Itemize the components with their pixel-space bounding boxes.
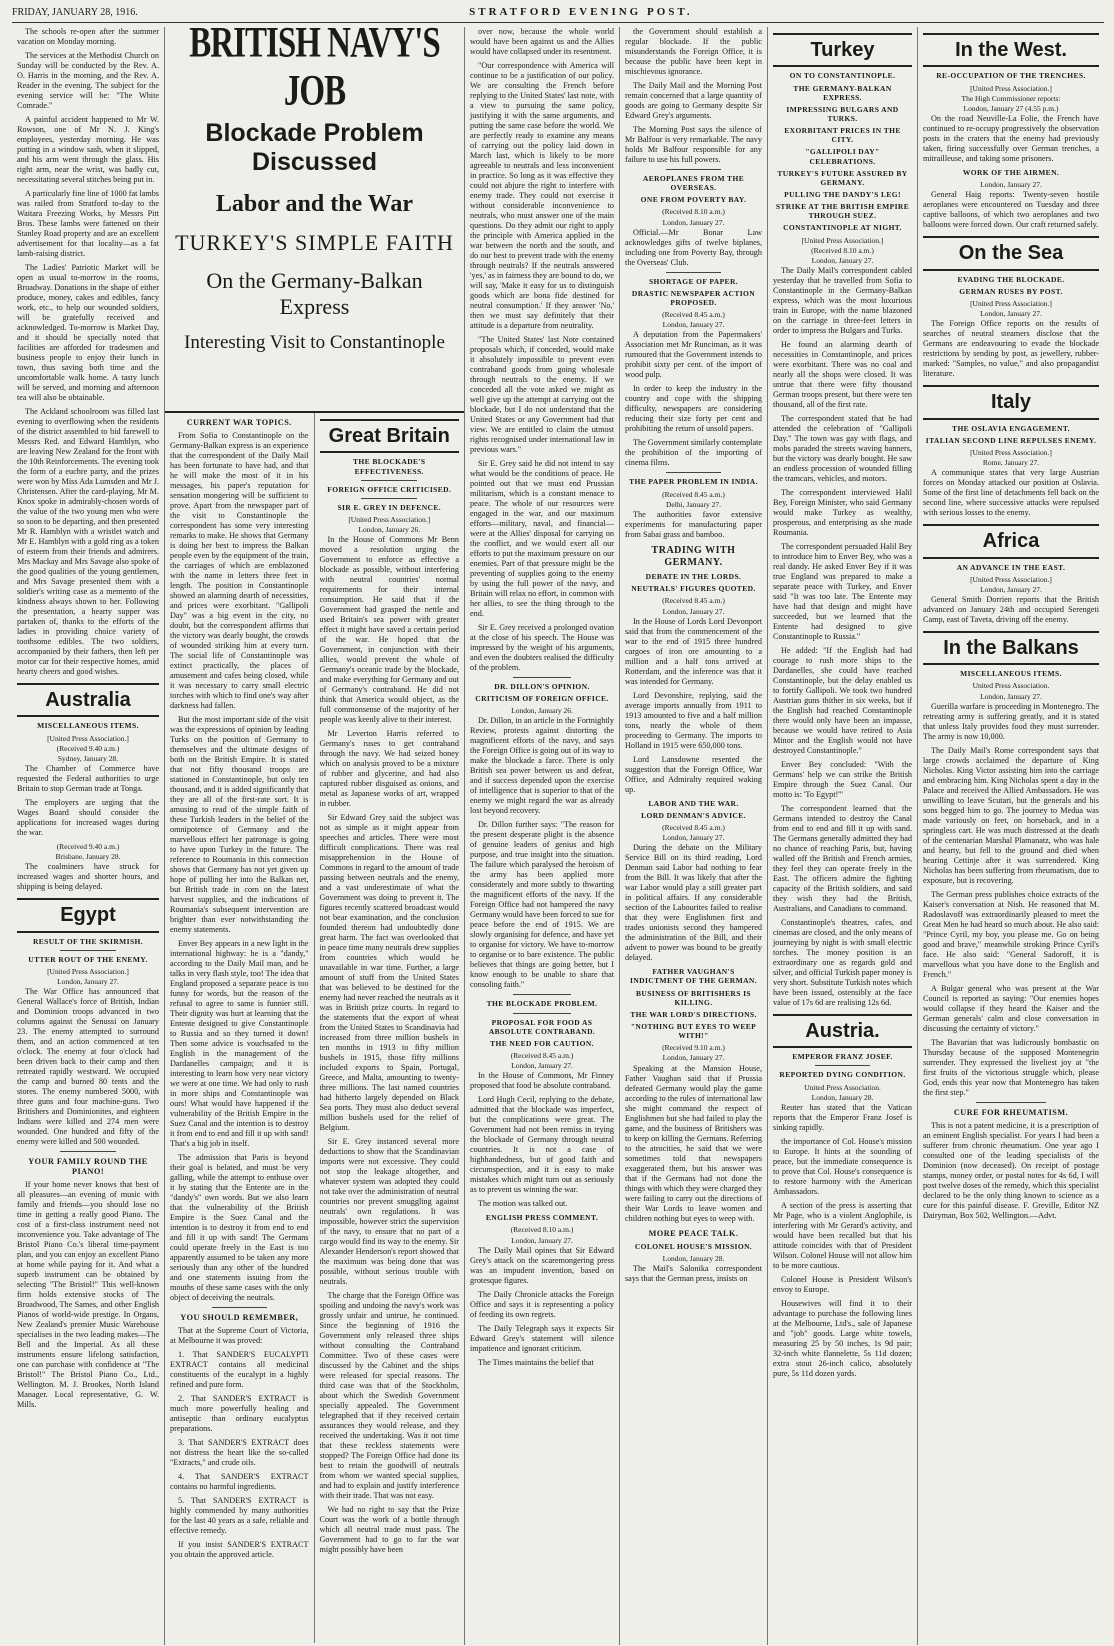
subheading: NEUTRALS' FIGURES QUOTED. (631, 584, 756, 594)
paragraph: The Daily Telegraph says it expects Sir Edward Grey's statement will silence impatience and ignorant criticism. (470, 1323, 614, 1353)
paragraph: Guerilla warfare is proceeding in Montenegro. The retreating army is suffering greatly, and it is stated that unless Italy provides food they must surrender. The army is now 10,000. (923, 701, 1099, 741)
advert-text: 3. That SANDER'S EXTRACT does not distress the heart like the so-called "Extracts," and crude oils. (170, 1438, 309, 1467)
subheading: "NOTHING BUT EYES TO WEEP WITH!" (630, 1022, 757, 1041)
paragraph: The admission that Paris is beyond their goal is belated, and must be very galling, while the attempt to enthuse over it by stating that the Entente are in the "dandy's" own words. But we also learn that the vulnerability of the British Empire is the Suez Canal and the intention is to destroy it from end to end and fill it up with sand! The Germans could operate freely in the East is too apparently assumed to be taken any more seriously than any other of the hundred and one statements issuing from the mouths of these same cases with the only object of deceiving the neutrals. (170, 1153, 309, 1302)
paragraph: The War Office has announced that General Wallace's force of British, Indian and Dominion troops advanced in two columns against the Senussi on January 23. The enemy attempted to surround them, and an action commenced at ten o'clock. The enemy at four o'clock had been driven back to their camp and then retreated rapidly westward. We occupied the camp and burned 80 tents and the stores. The enemy numbered 5000, with three guns and four machine-guns. Two Britishers and Dominionites, and eighteen Indians were killed and 274 men were wounded. One hundred and fifty of the enemy were killed and 500 wounded. (17, 987, 159, 1147)
dateline: Rome, January 27. (982, 458, 1040, 467)
agency-line: [United Press Association.] (970, 447, 1052, 457)
dateline: London, January 27. (662, 606, 725, 616)
received-line: (Received 8.10 a.m.) (662, 207, 725, 217)
advert-text: Housewives will find it to their advantage to purchase the following lines at the Melbourne, Ltd's., sale of Japanese and "job" goods. Large white towels, measuring 25 by 50 inches, 1s 9d pair; 32-inch white flannelette, 5s 11d dozen; extra stout 26-inch calico, absolutely pure, 5s 11d dozen yards. (773, 1298, 912, 1378)
paragraph: The authorities favor extensive experiments for manufacturing paper from Sabai grass and bamboo. (625, 509, 762, 539)
divider (212, 1307, 267, 1308)
subheading: EVADING THE BLOCKADE. (957, 274, 1065, 284)
column-2 (165, 413, 315, 1643)
subheading: THE BLOCKADE'S EFFECTIVENESS. (353, 457, 426, 476)
subheading: REPORTED DYING CONDITION. (779, 1070, 906, 1080)
paragraph: Official.—Mr Bonar Law acknowledges gifts of twelve biplanes, including one from Poverty Bay, through the Overseas' Club. (625, 227, 762, 267)
section-heading-great-britain: Great Britain (320, 419, 460, 453)
dateline: London, January 28. (811, 1092, 874, 1102)
headline-stack (165, 19, 464, 413)
subheading: UTTER ROUT OF THE ENEMY. (28, 954, 148, 964)
subheading: EXORBITANT PRICES IN THE CITY. (784, 126, 901, 145)
paragraph: The coalminers have struck for increased wages and shorter hours, and shipping is being delayed. (17, 862, 159, 892)
section-heading-italy: Italy (923, 385, 1099, 419)
subheading: PULLING THE DANDY'S LEG! (784, 189, 901, 199)
subheading: THE NEED FOR CAUTION. (490, 1038, 594, 1048)
paragraph: He found an alarming dearth of necessities in Constantinople, and prices were exorbitant. There was no coal and nearly all the shops were closed. It was untrue that there were fifty thousand German troops present, but there were ten thousand, all of the first rate. (773, 339, 912, 409)
advert-heading: CURE FOR RHEUMATISM. (953, 1107, 1069, 1117)
headline-express: On the Germany-Balkan Express (206, 268, 423, 319)
dateline: London, January 27. (57, 977, 119, 987)
paragraph: From Sofia to Constantinople on the Germany-Balkan express is an experience that the correspondent of the Daily Mail has been fortunate to have had, and that he will make the most of it in his messages, his paper's reputation for sensation mongering will be sufficient to prove. Apart from the newspaper part of the visit to Constantinople the correspondent has some very interesting remarks to make. He shows that Germany is doing her best to impress the Balkan people even by the equipment of the train, the carriages of which are emblazoned with the name in letters three feet in length. The position in Constantinople showed an alarming dearth of necessities, and prices were exorbitant. "Gallipoli Day" was a big event in the city, no doubt, but the correspondent affirms that the victory was dearly bought, the crowds of wounded striking him at every turn. The social life of Constantinople was extinct practically, the places of amusement and cafes being closed, while it was necessary to carry small electric torches with which to find one's way after darkness had fallen. (170, 431, 309, 710)
subheading: BUSINESS OF BRITISHERS IS KILLING. (636, 988, 751, 1007)
received-line: (Received 9.40 a.m.) (56, 743, 120, 753)
subheading: SHORTAGE OF PAPER. (648, 276, 739, 286)
paragraph: The correspondent stated that he had attended the celebration of "Gallipoli Day." The town was gay with flags, and mobs paraded the streets waving banners, but the victory was dearly bought. He saw an endless procession of wounded filling the tramcars, vehicles, and motors. (773, 413, 912, 483)
paragraph: But the most important side of the visit was the expressions of opinion by leading Turks on the position of Germany to themselves and the ultimate designs of both on the British Empire. It is stated that not fifty thousand troops are stationed in Constantinople, but only ten thousand, and it is added significantly that they are all of the first-rate sort. It is amusing to read of the simple faith of these Turkish leaders in the belief of the omnipotence of Germany and the marvellous effect her patronage is going to have upon Turkey in the future. The reference to Roumania in this connection shows that Germany has not yet given up hope of pulling her into the Balkan net, but British trade in corn on the latest harvest supplies, and the indications of Roumania's subsequent intervention are brighter than ever notwithstanding the enemy statements. (170, 715, 309, 934)
advert-heading: YOUR FAMILY ROUND THE PIANO! (28, 1157, 148, 1177)
subheading: LORD DENMAN'S ADVICE. (641, 810, 746, 820)
headline-labor: Labor and the War (215, 191, 414, 217)
paragraph: He added: "If the English had had courage to rush more ships to the Dardanelles, she could have reached Constantinople, but the delay enabled us to fortify Gallipoli. We took two hundred Austrian guns thither in six weeks, but if the English had reached Constantinople there would only have been an impasse, because we would have retired to Asia Minor and the English would not have destroyed Constantinople." (773, 645, 912, 755)
advert-text: 2. That SANDER'S EXTRACT is much more powerfully healing and antiseptic than ordinary eucalyptus preparations. (170, 1394, 309, 1433)
headline-visit: Interesting Visit to Constantinople (184, 332, 445, 353)
paragraph: Reuter has stated that the Vatican reports that the Emperor Franz Josef is sinking rapidly. (773, 1102, 912, 1132)
divider (666, 272, 721, 273)
received-line: (Received 8.45 a.m.) (662, 596, 725, 606)
section-heading-austria: Austria. (773, 1014, 912, 1048)
dateline: London, January 27. (980, 584, 1042, 594)
paragraph: Sir E. Grey received a prolonged ovation at the close of his speech. The House was impressed by the weight of his arguments, and even the doubters realised the difficulty of the problem. (470, 623, 614, 672)
divider (513, 677, 571, 678)
paragraph: We had no right to say that the Prize Court was the work of a bottle through which all neutral trade must pass. The Government had to go to far the war might possibly have been (319, 1505, 459, 1555)
column-6 (768, 27, 918, 1645)
paragraph: The correspondent interviewed Halil Bey, Foreign Minister, who said Germany would make Turkey as wealthy, prosperous, and enterprising as she made Roumania. (773, 487, 912, 537)
dateline: Brisbane, January 28. (55, 852, 121, 862)
paragraph: Lord Lansdowne resented the suggestion that the Foreign Office, War Office, and Admiralty required waking up. (625, 754, 762, 794)
received-line: (Received 8.45 a.m.) (662, 823, 725, 833)
subheading: EMPEROR FRANZ JOSEF. (792, 1052, 893, 1062)
received-line: (Received 8.45 a.m.) (510, 1050, 574, 1060)
headline-main: BRITISH NAVY'S JOB (189, 19, 440, 115)
agency-line: [United Press Association.] (970, 83, 1052, 93)
paragraph: the Government should establish a regular blockade. If the public misunderstands the Foreign Office, it is because the public have been kept in mischievous ignorance. (625, 27, 762, 76)
paragraph: "The United States' last Note contained proposals which, if conceded, would make it absolutely impossible to prevent even contraband goods from going wholesale through neutrals to the enemy. If we conceded all the vote asked we might as well give up the attempt at carrying out the blockade, but I do not understand that the United States or any Government had that view. We are entitled to claim the utmost rights recognised under international law in previous wars." (470, 335, 614, 454)
advert-text: 4. That SANDER'S EXTRACT contains no harmful ingredients. (170, 1472, 309, 1491)
paragraph: The Daily Mail's correspondent cabled yesterday that he travelled from Sofia to Constantinople in the Germany-Balkan express, which was the most luxurious train in Europe, with the name blazoned on the carriage in three-feet letters in order to impress the Bulgars and Turks. (773, 265, 912, 335)
section-heading-turkey: Turkey (773, 33, 912, 67)
subheading: ONE FROM POVERTY BAY. (640, 195, 747, 205)
paragraph: General Smith Dorrien reports that the British advanced on January 24th and occupied Serengeti Camp, east of Taveta, driving off the enemy. (923, 594, 1099, 624)
agency-line: [United Press Association.] (47, 966, 129, 976)
headline-blockade: Blockade Problem Discussed (205, 119, 424, 176)
column-4 (465, 27, 620, 1645)
paragraph: The correspondent learned that the Germans intended to destroy the Canal from end to end and fill it up with sand. The Germans generally admitted they had no chance of reaching Paris, but, having walled off the British and French armies, they feel they can operate freely in the East. The officers admire the fighting capacity of the British soldiers, and said they wish they had the British, Australians, and Canadians to command. (773, 803, 912, 913)
subheading: ITALIAN SECOND LINE REPULSES ENEMY. (925, 435, 1097, 445)
subheading: THE GERMANY-BALKAN EXPRESS. (793, 83, 892, 102)
paragraph: A communique states that very large Austrian forces on Monday attacked our position at Oslavia. Some of the first line of detachments fell back on the second line, where successive attacks were repulsed with serious losses to the enemy. (923, 468, 1099, 518)
masthead-date: FRIDAY, JANUARY 28, 1916. (12, 7, 138, 18)
paragraph: The motion was talked out. (478, 1199, 568, 1209)
subheading: THE OSLAVIA ENGAGEMENT. (952, 423, 1070, 433)
column-5 (620, 27, 768, 1645)
paragraph: The Government similarly contemplate the prohibition of the importing of cinema films. (625, 438, 762, 468)
paragraph: Mr Leverton Harris referred to Germany's ruses to get contraband through the navy. We had seized honey which on analysis proved to be a mixture of rubber and glycerine, and had also captured rubber disguised as onions, and metal as Japanese works of art, wrapped in rubber. (319, 729, 459, 809)
section-heading-australia: Australia (17, 683, 159, 717)
advert-text: 5. That SANDER'S EXTRACT is highly commended by many authorities for the last 40 years as a safe, reliable and effective remedy. (170, 1496, 309, 1535)
advert-text: If you insist SANDER'S EXTRACT you obtain the approved article. (170, 1540, 309, 1559)
paragraph: The Daily Mail opines that Sir Edward Grey's attack on the scaremongering press was an impudent invention, based on grotesque figures. (470, 1245, 614, 1285)
split-columns (165, 413, 464, 1643)
paragraph: over now, because the whole world would have been against us and the Allies would have collapsed under its resentment. (470, 27, 614, 56)
columns (12, 19, 1104, 1645)
section-heading-egypt: Egypt (17, 898, 159, 932)
paragraph: The German press publishes choice extracts of the Kaiser's conversation at Nish. He reasoned that M. Radoslavoff was extraordinarily pleased to meet the Great Men he had heard so much about. He also said: "Prince Cyril, my boy, you please me. Go on being good and brave," meanwhile stroking Prince Cyril's face. He also said: "General Sadoroff, it is marvellous what you have done to the English and French." (923, 889, 1099, 979)
agency-line: [United Press Association.] (801, 235, 884, 245)
paragraph: In the House of Commons Mr Benn moved a resolution urging the Government to enforce as effective a blockade as possible, without interfering with neutral countries' normal requirements for their internal consumption. He said that if the Government had grasped the nettle and used Britain's sea power with greater effect it might have saved a certain period of the war. He hoped that the Government, in conjunction with their allies, would prevent the whole of Germany's oceanic trade by the blockade, and make everything for Germany and out of Germany's contraband. He did not think that America would object, as the full commonsense of the majority of her people was keenly alive to their interest. (319, 535, 459, 725)
received-line: (Received 8.45 a.m.) (662, 489, 725, 499)
paragraph: The Times maintains the belief that (478, 1357, 594, 1367)
divider (513, 1013, 571, 1014)
agency-line: [United Press Association.] (47, 733, 129, 743)
divider (361, 480, 417, 481)
agency-line: [United Press Association.] (970, 574, 1052, 584)
subheading: THE PAPER PROBLEM IN INDIA. (629, 477, 758, 487)
subheading: CONSTANTINOPLE AT NIGHT. (783, 223, 902, 233)
received-line: (Received 8.45 a.m.) (662, 310, 725, 320)
advert-heading: YOU SHOULD REMEMBER, (180, 1313, 299, 1322)
paragraph: General Haig reports: Twenty-seven hostile aeroplanes were encountered on Tuesday and three captive balloons, of which two aeroplanes and two balloons were forced down. Our craft returned safely. (923, 190, 1099, 230)
paragraph: The Mail's Salonika correspondent says that the German press, insists on (625, 1263, 762, 1283)
column-7 (918, 27, 1104, 1645)
subheading: WORK OF THE AIRMEN. (962, 167, 1060, 177)
paragraph: During the debate on the Military Service Bill on its third reading, Lord Denman said Labor had nothing to fear from the Bill. It was likely that after the war Labor would play a still greater part in political affairs. If any considerable section of the Labourites failed to realise that they were Englishmen first and trades unionists second they hampered the administration of the Bill, and their advent to power was bound to be greatly delayed. (625, 843, 762, 963)
received-line: (Received 9.10 a.m.) (662, 1043, 725, 1053)
subheading: CRITICISM OF FOREIGN OFFICE. (475, 694, 609, 704)
paragraph: The Daily Mail's Rome correspondent says that large crowds acclaimed the departure of King Nicholas. King Victor assisting him into the carriage and embracing him. King Nicholas spent a day in the Palace and received the Allied Ambassadors. He was unwilling to leave Scutari, but the generals and his sons begged him to go. The journey to Medua was made variously on feet, on horseback, and in a springless cart. He was much distressed at the death of the centenarian Marshal Plamanatz, who was hale and hearty, but fell to the ground and died when hearing Cettinje after it was surrendered. King Nicholas has been suffering from rheumatism, due to exposure, but is recovering. (923, 745, 1099, 885)
article-heading: MORE PEACE TALK. (648, 1228, 739, 1238)
paragraph: In order to keep the industry in the country and cope with the shipping difficulty, newspapers are considering reducing their size forty per cent and prohibiting the return of unsold papers. (625, 384, 762, 434)
paragraph: The Ladies' Patriotic Market will be open as usual to-morrow in the rooms, Broadway. Donations in the shape of either produce, money, cakes and edibles, fancy work, etc., to help our wounded soldiers, will be gratefully received and acknowledged. To-morrow is Market Day, and it should be specially noted that facilities are afforded for tradesmen and business people to enjoy their lunch in town, thus saving both time and the uncomfortable walk home. A tasty lunch will be served, and morning and afternoon tea will also be obtainable. (17, 263, 159, 402)
paragraph: Lord Hugh Cecil, replying to the debate, admitted that the blockade was imperfect, but the complications were great. The Government had not been remiss in trying the blockade of Germany through neutral countries. It is not a case of highhandedness, but of good faith and circumspection, and it is easy to make mistakes which might turn out as seriously as to prevent us winning the war. (470, 1095, 614, 1195)
received-line: (Received 8.10 a.m.) (510, 1225, 574, 1235)
subheading: LABOR AND THE WAR. (648, 798, 739, 808)
paragraph: In the House of Lords Lord Devonport said that from the commencement of the war to the end of 1915 three hundred cargoes of iron ore amounting to a million and a half tons arrived at Rotterdam, and the inference was that it was intended for Germany. (625, 616, 762, 686)
subheading: MISCELLANEOUS ITEMS. (37, 721, 139, 731)
masthead-paper-name: STRATFORD EVENING POST. (469, 6, 693, 18)
paragraph: The Morning Post says the silence of Mr Balfour is very remarkable. The navy holds Mr Balfour responsible for any failure to use his full powers. (625, 125, 762, 164)
paragraph: A section of the press is asserting that Mr Page, who is a violent Anglophile, is interfering with Mr Gerard's activity, and would have been recalled but that his attitude coincides with that of President Wilson. Colonel House will not allow him to be more cautious. (773, 1200, 912, 1270)
advert-text: This is not a patent medicine, it is a prescription of an eminent English specialist. For years I had been a sufferer from chronic rheumatism. One year ago I consulted one of the leading specialists of the Dominion (now deceased). On receipt of postage stamps, money order, or postal notes for 4s 6d, I will post twelve doses of the remedy, which this specialist declared to be the only thing known to science as a cure for this painful disease. F. Greville, Editor NZ Dairyman, Box 502, Wellington.—Advt. (923, 1120, 1099, 1220)
section-heading-balkans: In the Balkans (923, 631, 1099, 665)
dateline: London, January 27. (511, 1061, 573, 1071)
paragraph: Dr. Dillon, in an article in the Fortnightly Review, protests against distorting the magnificent efforts of the navy, and says the Foreign Office is going out of its way to make the blockade a farce. There is only British sea power between us and defeat, and if success depended upon the exercise of intelligence that is superior to that of the enemy we might regard the war as already lost beyond recovery. (470, 716, 614, 816)
paragraph: The charge that the Foreign Office was spoiling and undoing the navy's work was grossly unfair and untrue, he continued. Since the beginning of 1916 the Government only released three ships without consulting the Contraband Committee. Two of these cases were discussed by the Cabinet and the ships were released for special reasons. The third case was that of the Stockholm, about which the Swedish Government specially appealed. The Government telegraphed that if they received certain assurances they would release, and they received the undertaking. Was it not time that these reckless statements were stopped? The Foreign Office had done its best to retain the goodwill of neutrals from whom we wanted special supplies, and had to explain and justify interference with their trade. That was not easy. (319, 1291, 459, 1501)
received-line: (Received 9.40 a.m.) (56, 841, 120, 851)
agency-line: United Press Association. (804, 1082, 881, 1092)
paragraph: Dr. Dillon further says: "The reason for the present desperate plight is the absence of genuine leaders of genius and high purpose, and true insight into the situation. The failure which paralysed the heroism of the army has been applied more considerately and more subtly to thwarting the magnificent efforts of the navy. If the Foreign Office had not hampered the navy Germany would have been forced to sue for peace before the end of 1915. We are slowly organising for defence, and have yet to organise for victory. We have to-morrow to organise or to bare existence. The public believes that things are going better, but I know enough to be unable to share that consoling faith." (470, 820, 614, 990)
paragraph: Sir Edward Grey said the subject was not as simple as it might appear from speeches and articles. There were most difficult complications. There was real misapprehension in the House of Commons in regard to the amount of trade passing between neutrals and the enemy, and a vast underestimate of what the Government was doing to prevent it. The figures recently scattered broadcast would not bear examination, and the conclusion founded thereon had undoubtedly done great harm. The fact was overlooked that in peace time many neutrals drew supplies from countries which would be unavailable in war time. Further, a large amount of stuff from the United States that was believed to be destined for the enemy had never reached the neutrals as it was in British prize courts. In regard to the statements that the export of wheat from the United States to Scandinavia had increased from three million bushels in ten months in 1913 to fifty million bushels in 1915, those fifty millions included exports to Spain, Portugal, Greece, and Malta, amounting to twenty-three millions. The last named countries had hitherto largely depended on Black Sea ports. They must also deduct several million bushels used for the relief of Belgium. (319, 813, 459, 1133)
dateline: London, January 27. (662, 320, 725, 330)
paragraph: the importance of Col. House's mission to Europe. It hints at the sounding of peace, but the immediate consequence is to prove that Col. House's consequence is to restore harmony with the American Ambassadors. (773, 1136, 912, 1196)
paragraph: The employers are urging that the Wages Board should consider the applications for increased wages during the war. (17, 797, 159, 837)
subheading: FATHER VAUGHAN'S INDICTMENT OF THE GERMAN. (630, 967, 757, 986)
divider (666, 169, 721, 170)
dateline: London, January 27. (980, 180, 1042, 190)
divider (513, 994, 571, 995)
advert-text: That at the Supreme Court of Victoria, at Melbourne it was proved: (170, 1326, 309, 1345)
paragraph: The Chamber of Commerce have requested the Federal authorities to urge Britain to stop German trade at Tonga. (17, 763, 159, 793)
agency-line: [United Press Association.] (970, 298, 1052, 308)
dateline: London, January 27. (662, 217, 725, 227)
article-heading: TRADING WITH GERMANY. (651, 544, 736, 569)
paragraph: Sir E. Grey said he did not intend to say what would be the conditions of peace. He pointed out that we must end Prussian militarism, which is a constant menace to peace. The whole of our resources were engaged in the war, and our maximum efforts—military, naval, and financial—were at the Allies' disposal for carrying on the conflict, and we would exert all our efforts to put the maximum pressure on our enemies. Part of that pressure might be the preventing of supplies going to the enemy by using the full power of the navy, and Britain will relax no effort, in common with her allies, to see the thing through to the end. (470, 459, 615, 618)
advert-text: If your home never knows that best of all pleasures—an evening of music with family and friends—you should lose no time in getting a really good Piano. The cost of a first-class instrument need not inconvenience you. Take advantage of The Bristol Piano Co.'s liberal time-payment plan, and you can enjoy an excellent Piano at home while paying for it. And what a superb instrument can be obtained by selecting "The Bristol!" This well-known firm holds extensive stocks of The Broadwood, The Sames, and other English Pianos of world-wide prestige. In Organs, New Zealand's premier Music Warehouse specialises in the two leading makes—The Bell and the Imperial. As all these instruments ensure lifelong satisfaction, one can purchase with confidence at "The Bristol!" The Bristol Piano Co., Ltd., Wellington. M. J. Brookes, North Island Manager. Local representative, G. W. Mills. (17, 1180, 159, 1410)
section-heading-africa: Africa (923, 524, 1099, 558)
paragraph: A Bulgar general who was present at the War Council is reported as saying: "Our enemies hopes would collapse if they heard the Kaiser and the German generals' calm and close conversation in discussing the certainty of victory." (923, 983, 1099, 1033)
subheading: DR. DILLON'S OPINION. (494, 682, 590, 691)
subheading: RESULT OF THE SKIRMISH. (32, 936, 144, 946)
subheading: ENGLISH PRESS COMMENT. (485, 1213, 599, 1223)
subheading: STRIKE AT THE BRITISH EMPIRE THROUGH SUEZ. (775, 202, 910, 221)
report-intro: The High Commissioner reports: (961, 93, 1061, 103)
paragraph: A particularly fine line of 1000 fat lambs was railed from Stratford to-day to the Waitara Freezing Works, by Messrs Pitt Bros. These lambs were fattened on their Stanley Road property and are an excellent advertisement for that locality—as a fat lamb-raising district. (17, 189, 159, 258)
divider (666, 472, 721, 473)
dateline: London, January 27. (662, 833, 725, 843)
dateline: Sydney, January 28. (57, 753, 119, 763)
article-heading: CURRENT WAR TOPICS. (186, 418, 292, 427)
divider (60, 950, 117, 951)
dateline: London, January 28. (662, 1253, 725, 1263)
paragraph: Colonel House is President Wilson's envoy to Europe. (773, 1274, 912, 1294)
divider (361, 498, 417, 499)
dateline: London, January 27. (980, 309, 1042, 319)
section-heading-sea: On the Sea (923, 236, 1099, 270)
column-1 (12, 27, 165, 1645)
advert-text: 1. That SANDER'S EUCALYPTI EXTRACT contains all medicinal constituents of the eucalypt in a highly refined and pure form. (170, 1350, 309, 1389)
subheading: SIR E. GREY IN DEFENCE. (337, 502, 442, 512)
subheading: THE WAR LORD'S DIRECTIONS. (630, 1009, 757, 1019)
paragraph: Constantinople's theatres, cafes, and cinemas are closed, and the only means of journeying by night is with small electric torches. The money position is an extraordinary one as regards gold and silver, and official Turkish paper money is very short. Substitute Turkish notes which have been issued, ostensibly at the face value of 17s 6d are realising 12s 6d. (773, 917, 912, 1007)
paragraph: A deputation from the Papermakers' Association met Mr Runciman, as it was rumoured that the Government intends to prohibit sixty per cent. of the import of wood pulp. (625, 330, 762, 380)
paragraph: Enver Bey concluded: "With the Germans' help we can strike the British Empire through the Suez Canal. Our motto is: 'To Egypt!'" (773, 759, 912, 799)
subheading: IMPRESSING BULGARS AND TURKS. (786, 104, 899, 123)
agency-line: United Press Association. (972, 681, 1050, 691)
dateline: London, January 26. (511, 706, 573, 716)
subheading: FOREIGN OFFICE CRITICISED. (327, 484, 452, 494)
paragraph: Sir E. Grey instanced several more deductions to show that the Scandinavian imports were not excessive. They could not stop the leakage altogether, and whatever system was adopted they could not take over the administration of neutral countries nor prevent smuggling against neutrals' own regulations. It was impossible, however strict the supervision of the navy, to ensure that no part of a cargo would find its way to the enemy. Sir Alexander Henderson's report showed that the maximum was being done that was possible, without serious trouble with neutrals. (319, 1137, 459, 1287)
section-heading-west: In the West. (923, 33, 1099, 67)
paragraph: The Foreign Office reports on the results of searches of neutral steamers disclose that the Germans are endeavouring to evade the blockade restrictions by sending by post, as jewellery, rubber-marked: "Samples, no value," and also propagandist literature. (923, 319, 1099, 379)
subheading: ON TO CONSTANTINOPLE. (789, 71, 896, 81)
dateline: London, January 27. (511, 1235, 573, 1245)
paragraph: The Daily Chronicle attacks the Foreign Office and says it is representing a policy of feeding its own regrets. (470, 1289, 614, 1319)
subheading: TURKEY'S FUTURE ASSURED BY GERMANY. (777, 168, 908, 187)
subheading: AEROPLANES FROM THE OVERSEAS. (642, 174, 745, 193)
paragraph: The Ackland schoolroom was filled last evening to overflowing when the residents of the district assembled to bid farewell to Messrs Red. and Edward Hamblyn, who are leaving New Zealand for the front with the 10th Reinforcements. The evening took the form of a euchre party, and the prizes were won by Miss Ada Lumsden and Mr J. Christensen. After the card-playing, Mr M. Knox spoke in admirably-chosen words of the value of the two young men who were so soon to be departing, and then presented Mr R. Hamblyn with a wristlet watch and Mr E. Hamblyn with a gold ring as a token of esteem from their friends and admirers. Mrs Mackay and Mrs Savage also spoke of the good qualities of the young gentlemen, and Mrs Savage presented them with a soldier's writing case as a memento of the kindness always shown to her. Following the presentation, a hearty supper was partaken of, thanks to the efforts of the ladies in providing choice variety of toothsome edibles. The two soldiers, accompanied by their fathers, then left per motor car for their respective homes, amid hearty cheers and good wishes. (17, 407, 159, 676)
paragraph: The Daily Mail and the Morning Post remain concerned that a large quantity of goods are going to Germany despite Sir Edward Grey's arguments. (625, 81, 762, 120)
subheading: DRASTIC NEWSPAPER ACTION PROPOSED. (631, 288, 756, 307)
column-3 (315, 413, 465, 1643)
paragraph: Enver Bey appears in a new light in the international highway: he is a "dandy," according to the Daily Mail man, and he talks in very flash style, too! The idea that England proposed a separate peace is too funny for words, but the reason of the refusal to agree to same is funnier still. Their dignity was hurt at learning that the Entente designed to give Constantinople to Russia and so they turned it down! Then some advice is vouchsafed to the English in the management of the Dardanelles campaign; and it is interesting to learn how very near victory we were at one time. We had only to rush in more ships and Constantinople was ours! What would have happened if the vulnerability of the British Empire in the Suez Canal and the intention is to destroy it from end to end and fill it up with sand! That's a big job in itself. (170, 939, 309, 1148)
divider (815, 1065, 871, 1066)
subheading: DEBATE IN THE LORDS. (645, 572, 742, 582)
dateline: London, January 27 (4.55 p.m.) (963, 103, 1059, 113)
paragraph: The correspondent persuaded Halil Bey to introduce him to Enver Bey, who was a real dandy. He asked Enver Bey if it was true England was prepared to make a separate peace with Turkey, and Enver said "It was too late. The Entente may have had that design and might have succeeded, but we learned that the Entente had designed to give Constantinople to Russia." (773, 541, 912, 641)
headline-block (165, 19, 465, 1645)
dateline: London, January 27. (980, 691, 1042, 701)
agency-line: [United Press Association.] (348, 514, 431, 524)
subheading: COLONEL HOUSE'S MISSION. (634, 1241, 753, 1251)
paragraph: A painful accident happened to Mr W. Rowson, one of Mr N. J. King's employees, yesterday morning. He was putting in a window sash, when it slipped, and his arm went through the glass. His right arm, near the wrist, was badly cut, necessitating several stitches being put in. (17, 115, 159, 184)
paragraph: "Our correspondence with America will continue to be a justification of our policy. We are consulting the French before replying to the United States' last note, with a view to pursuing the same policy, justifying it with the same arguments, and putting the same case before the world. We are perfectly ready to examine any means of carrying out the policy laid down in March last, which is likely to be more agreeable to neutrals and less inconvenient in practice. So long as it was effective they could not abjure the right to interfere with enemy trade. They could not exercise it without considerable inconvenience to neutrals, who must answer one of the main questions. Do they admit our right to apply the principle with America applied in the war between the north and the south, and do our best to prevent trade with the enemy through neutrals? If the neutrals answered 'yes,' as in fairness they are bound to do, we will say, 'Make it easy for us to distinguish goods which are bona fide destined for neutral consumption.' If they answer 'No,' then we must say definitely that their attitude is a departure from neutrality. (470, 61, 614, 330)
paragraph: The Bavarian that was ludicrously bombastic on Thursday because of the supposed Montenegrin surrender. They expressed the liveliest joy at "the first fruits of the victorious struggle which, please God, ends this year now that Montenegro has taken the first step." (923, 1037, 1099, 1097)
subheading: THE BLOCKADE PROBLEM. (486, 999, 598, 1009)
headline-turkey: TURKEY'S SIMPLE FAITH (175, 230, 454, 255)
subheading: MISCELLANEOUS ITEMS. (960, 669, 1062, 679)
divider (60, 1151, 117, 1152)
dateline: Delhi, January 27. (666, 499, 721, 509)
paragraph: In the House of Commons, Mr Finney proposed that food be absolute contraband. (470, 1071, 614, 1091)
subheading: AN ADVANCE IN THE EAST. (956, 562, 1066, 572)
paragraph: Speaking at the Mansion House, Father Vaughan said that if Prussia defeated Germany would play the game according to the rules of international law she might command the respect of Englishmen but she had failed to play the game, and the business of Britishers was to keep on killing the Germans. Referring to the atrocities, he said that we were sometimes told that newspapers exaggerated them, but his answer was that if the Germans had not done the things with which they were charged they were failing to carry out the directions of their War Lords to leave women and children nothing but eyes to weep with. (625, 1063, 762, 1223)
subheading: GERMAN RUSES BY POST. (959, 286, 1063, 296)
dateline: London, January 26. (358, 525, 421, 535)
subheading: "GALLIPOLI DAY" CELEBRATIONS. (805, 147, 880, 166)
paragraph: The schools re-open after the summer vacation on Monday morning. (17, 27, 159, 46)
divider (976, 1102, 1046, 1103)
received-line: (Received 8.10 a.m.) (811, 245, 874, 255)
paragraph: The services at the Methodist Church on Sunday will be conducted by the Rev. A. O. Harris in the morning, and the Rev. A. Reader in the evening. The subject for the evening service will be: "The White Comrade." (17, 51, 159, 110)
dateline: London, January 27. (662, 1053, 725, 1063)
paragraph: Lord Devonshire, replying, said the average imports annually from 1911 to 1913 amounted to five and a half million tons, nearly the whole of them proceeding to Germany. The imports to Holland in 1915 were 650,000 tons. (625, 690, 762, 750)
paragraph: On the road Neuville-La Folie, the French have continued to re-occupy progressively the observation posts in the craters that the enemy had previously taken, firing successfully over German trenches, a mitrailleuse, and taking some prisoners. (923, 113, 1099, 163)
subheading: RE-OCCUPATION OF THE TRENCHES. (936, 71, 1086, 81)
dateline: London, January 27. (811, 255, 874, 265)
subheading: PROPOSAL FOR FOOD AS ABSOLUTE CONTRABAND. (488, 1017, 596, 1036)
